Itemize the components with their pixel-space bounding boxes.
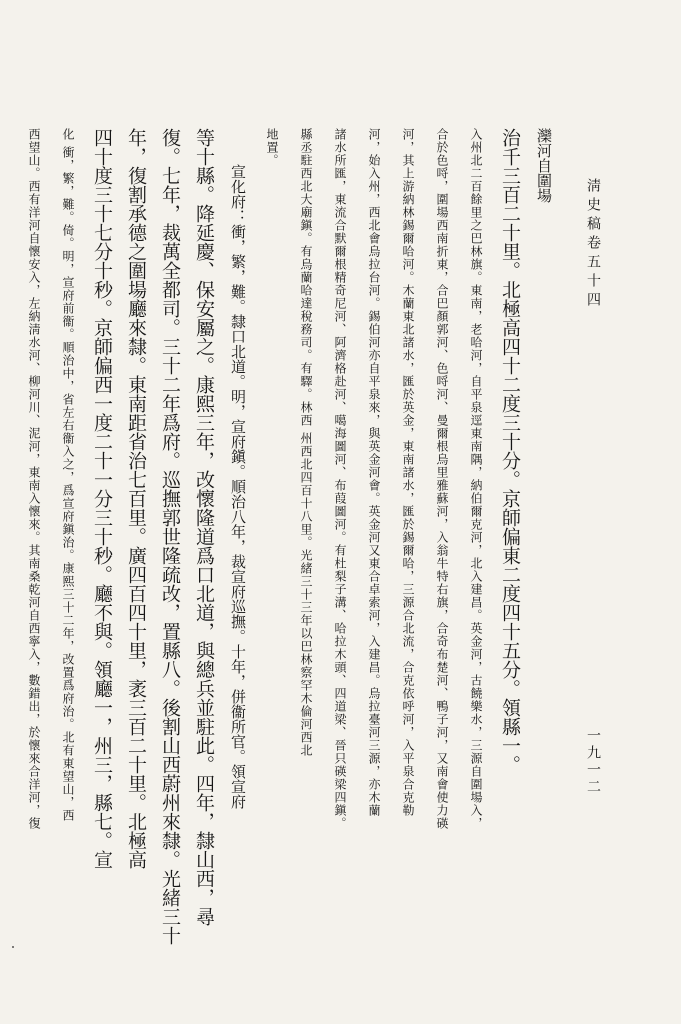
text-column: 年，復割承德之圍場廳來隸。東南距省治七百里。廣四百四十里，袤三百二十里。北極高	[125, 128, 147, 869]
text-column: 治千三百二十里。北極高四十二度三十分。京師偏東二度四十五分。領縣一。	[499, 128, 521, 774]
text-column: 入州北二百餘里之巴林旗。東南，老哈河，自平泉逕東南隅，納伯爾克河，北入建昌。英金河，古饒樂水，三源自圍場入，	[469, 128, 483, 830]
text-column: 西望山。西有洋河自懷安入，左納淸水河、柳河川、泥河，東南入懷來。其南桑乾河自西寧入，數錯出，於懷來合洋河，復	[27, 128, 41, 830]
text-column: 四十度三十七分十秒。京師偏西一度二十一分三十秒。廳不與。領廳一，州三，縣七。宣	[91, 128, 113, 869]
text-column: 宣化府：衝，繁，難。隸口北道。明，宣府鎭。順治八年，裁宣府巡撫。十年，併衞所官。領宣府	[229, 164, 247, 809]
text-column: 灤河自圍場	[535, 128, 553, 203]
text-column: 縣丞駐西北大廟鎭。有烏蘭哈達稅務司。有驛。林西 州西北四百十八里。光緒三十三年以巴林察罕木倫河西北	[299, 128, 313, 757]
running-header-title: 淸史稿卷五十四	[585, 178, 601, 311]
text-column: 諸水所匯，東流合默爾根精奇尼河、阿濟格赴河、噶海圖河、布葭圖河。有杜梨子溝、哈拉木頭、四道梁、晉只碤梁四鎭。	[333, 128, 347, 830]
scan-speck	[12, 946, 14, 948]
vertical-text-body	[27, 128, 558, 1008]
text-column: 河，始入州，西北會烏拉台河。錫伯河亦自平泉來，與英金河會。英金河又東合卓索河，入建昌。烏拉臺河三源，亦木蘭	[367, 128, 381, 817]
text-column: 地置。	[265, 128, 279, 167]
text-column: 化 衝，繁，難。倚。明，宣府前衞。順治中，省左右衞入之，爲宣府鎭治。康熙三十二年，改置爲府治。北有東望山，西	[61, 128, 75, 822]
text-column: 復。七年，裁萬全都司。三十二年爲府。巡撫郭世隆疏改，置縣八。後割山西蔚州來隸。光緒三十	[159, 128, 181, 945]
text-column: 合於色哷，圍場西南折東，合巴顏郭河、色哷河、曼爾根烏里雅蘇河，入翁牛特右旗，合奇布楚河、鴨子河，又南會使力碤	[435, 128, 449, 830]
text-column: 等十縣。降延慶、保安屬之。康熙三年，改懷隆道爲口北道，與總兵並駐此。四年，隸山西，尋	[193, 128, 215, 926]
text-column: 河，其上游納林錫爾哈河。木蘭東北諸水，匯於英金，東南諸水，匯於錫爾哈，三源合北流，合克依呼河，入平泉合克勒	[401, 128, 415, 817]
page-number: 一九一二	[585, 728, 601, 796]
